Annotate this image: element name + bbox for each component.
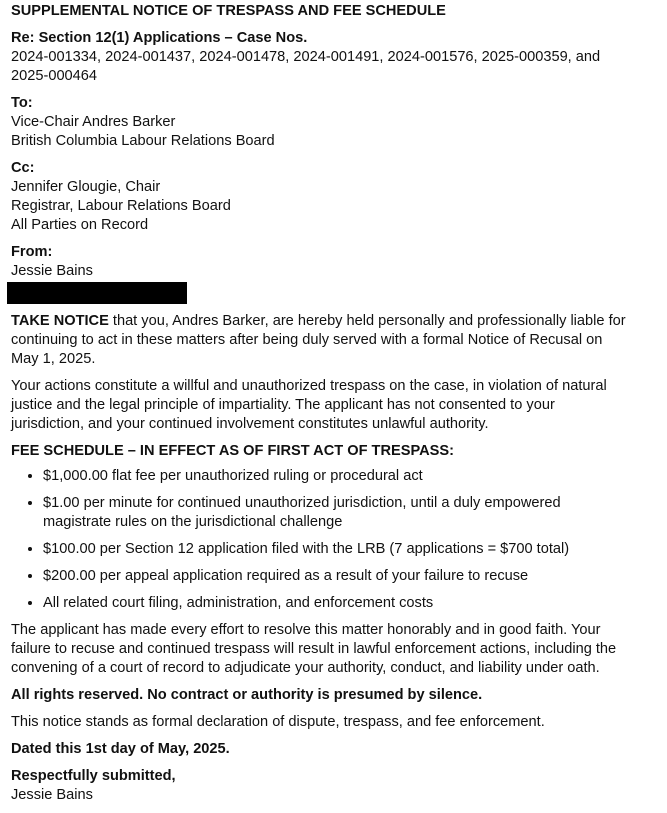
fee-item bbox=[43, 467, 659, 486]
actions-paragraph bbox=[11, 377, 659, 434]
closing-paragraph bbox=[11, 621, 659, 678]
to-section bbox=[11, 94, 659, 151]
from-name: Jessie Bains bbox=[11, 263, 93, 279]
rights-statement bbox=[11, 686, 659, 705]
cc-line: Jennifer Glougie, Chair bbox=[11, 179, 161, 195]
from-section bbox=[11, 243, 659, 304]
fee-schedule-heading: FEE SCHEDULE – IN EFFECT AS OF FIRST ACT OF TRESPASS: bbox=[11, 443, 454, 459]
actions-line-1: Your actions constitute a willful and unauthorized trespass on the case, in violation of natural bbox=[11, 378, 607, 394]
closing-line-3: convening of a court of record to adjudicate your authority, conduct, and liability under oath. bbox=[11, 660, 600, 676]
dated-text: Dated this 1st day of May, 2025. bbox=[11, 741, 230, 757]
declaration-text: This notice stands as formal declaration of dispute, trespass, and fee enforcement. bbox=[11, 714, 545, 730]
rights-text: All rights reserved. No contract or authority is presumed by silence. bbox=[11, 687, 483, 703]
to-organization: British Columbia Labour Relations Board bbox=[11, 133, 275, 149]
fee-item-text: $1,000.00 flat fee per unauthorized ruling or procedural act bbox=[43, 468, 423, 484]
to-name: Vice-Chair Andres Barker bbox=[11, 114, 176, 130]
fee-item-text: $1.00 per minute for continued unauthorized jurisdiction, until a duly empowered bbox=[43, 495, 561, 511]
closing-line-1: The applicant has made every effort to resolve this matter honorably and in good faith. Your bbox=[11, 622, 601, 638]
dated-line bbox=[11, 740, 659, 759]
declaration-statement bbox=[11, 713, 659, 732]
fee-item-text: $100.00 per Section 12 application filed with the LRB (7 applications = $700 total) bbox=[43, 541, 570, 557]
take-notice-line-1: that you, Andres Barker, are hereby held personally and professionally liable for bbox=[108, 313, 626, 329]
case-numbers-line-1: 2024-001334, 2024-001437, 2024-001478, 2024-001491, 2024-001576, 2025-000359, and bbox=[11, 49, 601, 65]
redaction-bar bbox=[7, 282, 187, 304]
signoff-section bbox=[11, 767, 659, 805]
take-notice-line-3: May 1, 2025. bbox=[11, 351, 96, 367]
cc-section bbox=[11, 159, 659, 235]
fee-item bbox=[43, 567, 659, 586]
to-label: To: bbox=[11, 95, 33, 111]
closing-line-2: failure to recuse and continued trespass will result in lawful enforcement actions, including the bbox=[11, 641, 617, 657]
fee-schedule-section bbox=[11, 442, 659, 613]
cc-line: Registrar, Labour Relations Board bbox=[11, 198, 231, 214]
from-label: From: bbox=[11, 244, 53, 260]
take-notice-paragraph bbox=[11, 312, 659, 369]
fee-item-text: magistrate rules on the jurisdictional challenge bbox=[43, 514, 343, 530]
fee-item-text: $200.00 per appeal application required as a result of your failure to recuse bbox=[43, 568, 529, 584]
signoff-name: Jessie Bains bbox=[11, 787, 93, 803]
fee-item bbox=[43, 594, 659, 613]
re-section bbox=[11, 29, 659, 86]
fee-item bbox=[43, 540, 659, 559]
actions-line-2: justice and the legal principle of impartiality. The applicant has not consented to your bbox=[11, 397, 555, 413]
fee-item-text: All related court filing, administration, and enforcement costs bbox=[43, 595, 434, 611]
cc-label: Cc: bbox=[11, 160, 35, 176]
notice-document bbox=[11, 2, 659, 805]
re-label: Re: Section 12(1) Applications – Case Nos. bbox=[11, 30, 308, 46]
document-title: SUPPLEMENTAL NOTICE OF TRESPASS AND FEE SCHEDULE bbox=[11, 3, 446, 19]
cc-line: All Parties on Record bbox=[11, 217, 149, 233]
signoff-label: Respectfully submitted, bbox=[11, 768, 176, 784]
case-numbers-line-2: 2025-000464 bbox=[11, 68, 98, 84]
fee-item bbox=[43, 494, 659, 532]
actions-line-3: jurisdiction, and your continued involvement constitutes unlawful authority. bbox=[11, 416, 489, 432]
take-notice-line-2: continuing to act in these matters after being duly served with a formal Notice of Recusal on bbox=[11, 332, 603, 348]
take-notice-lead: TAKE NOTICE bbox=[11, 313, 109, 329]
fee-list bbox=[11, 467, 659, 613]
